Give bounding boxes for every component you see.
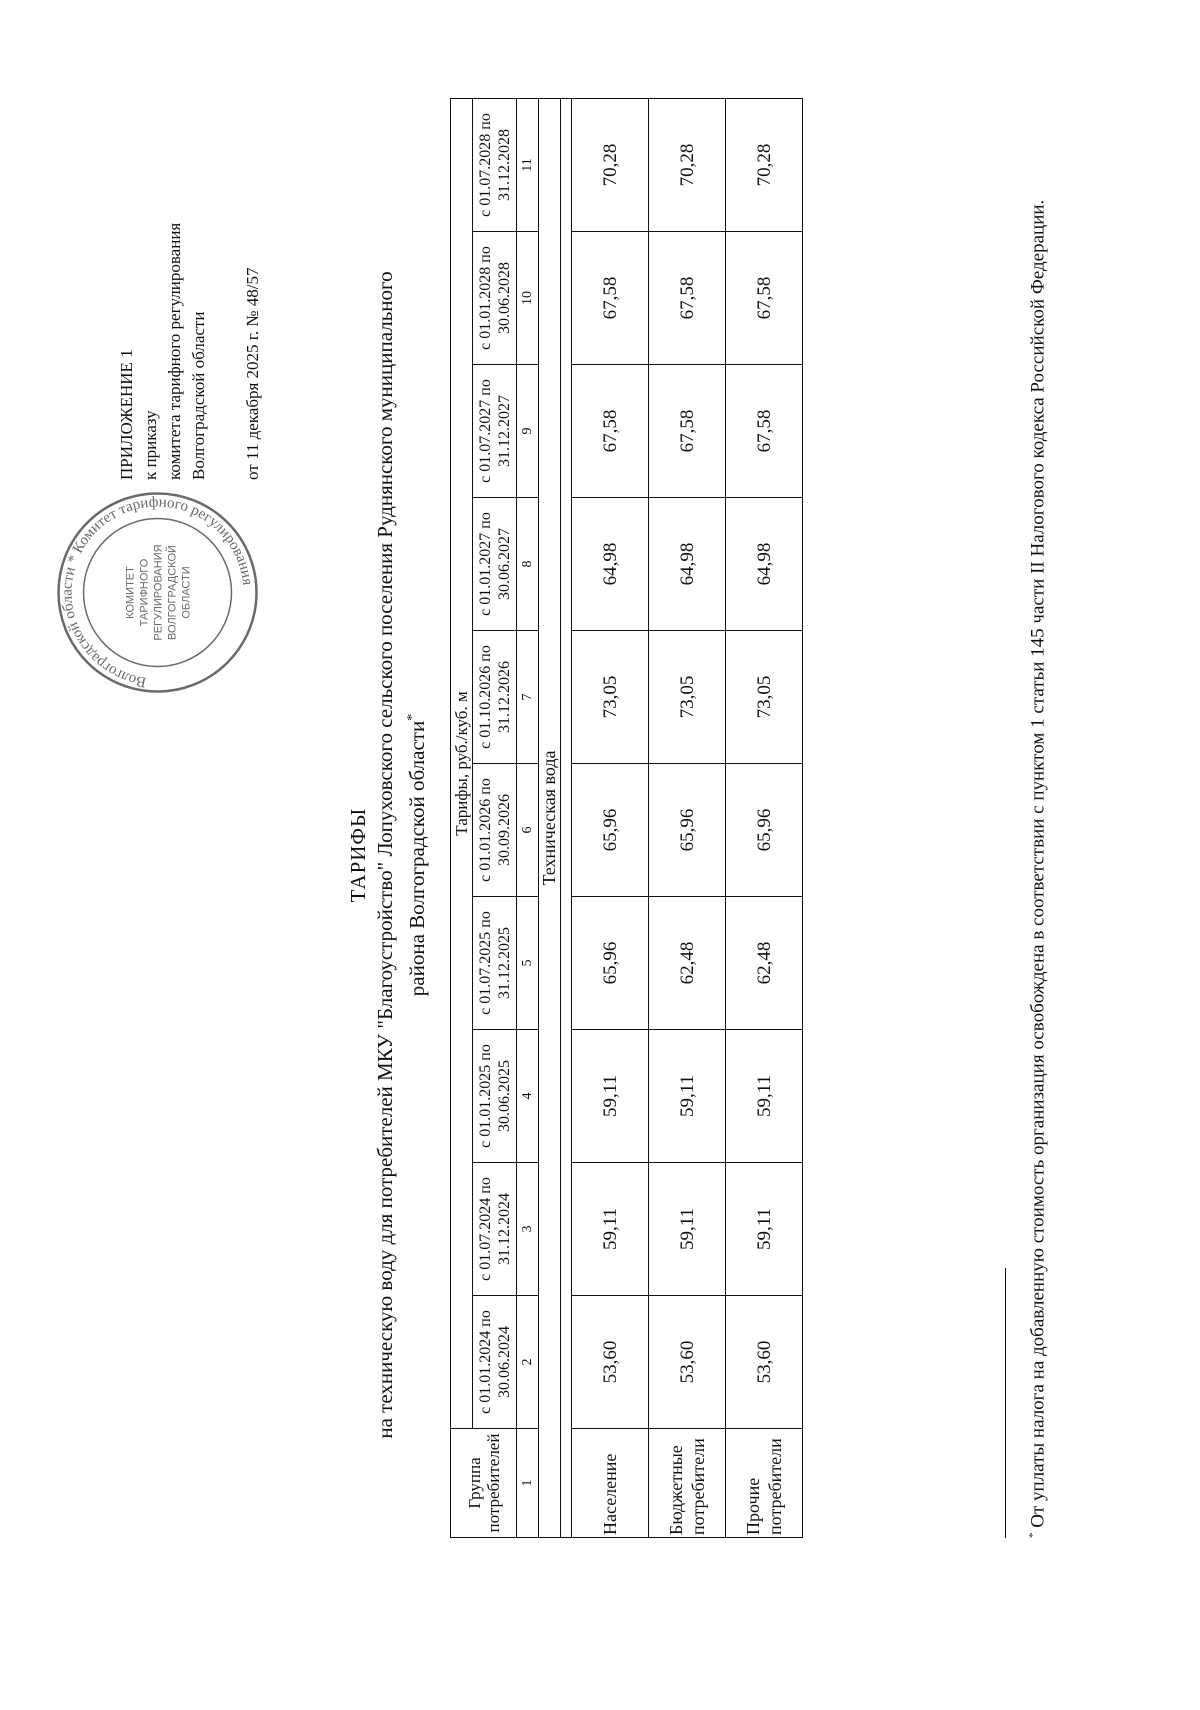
title-subtitle-line1: на техническую воду для потребителей МКУ "Благоустройство" Лопуховского сельского поселения Руднянского муниципального bbox=[373, 271, 397, 1439]
section-spacer bbox=[561, 99, 572, 1538]
header-period-2: с 01.01.2024 по 30.06.2024 bbox=[473, 1296, 517, 1429]
column-number-3: 3 bbox=[517, 1163, 539, 1296]
table-row bbox=[726, 99, 803, 1538]
header-period-9: с 01.07.2027 по 31.12.2027 bbox=[473, 365, 517, 498]
tariff-value: 64,98 bbox=[726, 498, 803, 631]
section-title: Техническая вода bbox=[539, 99, 561, 1538]
appendix-line-order: к приказу bbox=[141, 410, 160, 480]
tariff-value: 67,58 bbox=[572, 232, 649, 365]
tariff-value: 67,58 bbox=[726, 232, 803, 365]
appendix-line-committee: комитета тарифного регулирования bbox=[165, 222, 184, 480]
header-period-11: с 01.07.2028 по 31.12.2028 bbox=[473, 99, 517, 232]
header-period-10: с 01.01.2028 по 30.06.2028 bbox=[473, 232, 517, 365]
column-number-2: 2 bbox=[517, 1296, 539, 1429]
footnote-text: От уплаты налога на добавленную стоимость организация освобождена в соответствии с пунктом 1 статьи 145 части II Налогового кодекса Российской Федерации. bbox=[1027, 199, 1049, 1528]
tariff-value: 59,11 bbox=[726, 1163, 803, 1296]
official-seal bbox=[55, 490, 260, 695]
tariff-value: 59,11 bbox=[649, 1030, 726, 1163]
column-number-8: 8 bbox=[517, 498, 539, 631]
tariff-value: 59,11 bbox=[572, 1030, 649, 1163]
header-tariffs: Тарифы, руб./куб. м bbox=[451, 99, 473, 1429]
tariff-value: 65,96 bbox=[572, 764, 649, 897]
header-period-4: с 01.01.2025 по 30.06.2025 bbox=[473, 1030, 517, 1163]
column-number-9: 9 bbox=[517, 365, 539, 498]
header-period-5: с 01.07.2025 по 31.12.2025 bbox=[473, 897, 517, 1030]
seal-center-line: ВОЛГОГРАДСКОЙ bbox=[166, 545, 179, 640]
consumer-group-name: Прочие потребители bbox=[726, 1429, 803, 1538]
column-number-7: 7 bbox=[517, 631, 539, 764]
tariff-value: 64,98 bbox=[572, 498, 649, 631]
consumer-group-name: Население bbox=[572, 1429, 649, 1538]
header-consumer-group: Группа потребителей bbox=[451, 1429, 517, 1538]
footnote-mark: * bbox=[1027, 1532, 1039, 1538]
tariff-value: 53,60 bbox=[726, 1296, 803, 1429]
table-row bbox=[572, 99, 649, 1538]
seal-center-line: ТАРИФНОГО bbox=[138, 558, 151, 627]
column-number-4: 4 bbox=[517, 1030, 539, 1163]
tariff-value: 70,28 bbox=[572, 99, 649, 232]
tariff-value: 65,96 bbox=[649, 764, 726, 897]
tariff-value: 67,58 bbox=[649, 365, 726, 498]
footnote bbox=[1020, 178, 1051, 1538]
column-number-10: 10 bbox=[517, 232, 539, 365]
tariff-value: 73,05 bbox=[572, 631, 649, 764]
header-period-7: с 01.10.2026 по 31.12.2026 bbox=[473, 631, 517, 764]
tariff-table bbox=[450, 98, 803, 1538]
column-number-6: 6 bbox=[517, 764, 539, 897]
column-number-1: 1 bbox=[517, 1429, 539, 1538]
column-number-5: 5 bbox=[517, 897, 539, 1030]
appendix-title: ПРИЛОЖЕНИЕ 1 bbox=[117, 349, 136, 480]
tariff-value: 65,96 bbox=[726, 764, 803, 897]
appendix-line-region: Волгоградской области bbox=[189, 311, 208, 480]
tariff-value: 59,11 bbox=[726, 1030, 803, 1163]
header-period-3: с 01.07.2024 по 31.12.2024 bbox=[473, 1163, 517, 1296]
consumer-group-name: Бюджетные потребители bbox=[649, 1429, 726, 1538]
title-subtitle-line2: района Волгоградской области* bbox=[405, 713, 429, 997]
header-period-6: с 01.01.2026 по 30.09.2026 bbox=[473, 764, 517, 897]
title-footnote-mark: * bbox=[405, 713, 420, 721]
tariff-value: 65,96 bbox=[572, 897, 649, 1030]
column-number-11: 11 bbox=[517, 99, 539, 232]
tariff-value: 53,60 bbox=[572, 1296, 649, 1429]
seal-center-line: ОБЛАСТИ bbox=[180, 566, 193, 619]
seal-center-line: КОМИТЕТ bbox=[124, 566, 137, 619]
tariff-value: 59,11 bbox=[649, 1163, 726, 1296]
tariff-value: 67,58 bbox=[649, 232, 726, 365]
tariff-value: 53,60 bbox=[649, 1296, 726, 1429]
tariff-value: 67,58 bbox=[572, 365, 649, 498]
tariff-value: 70,28 bbox=[649, 99, 726, 232]
tariff-value: 62,48 bbox=[726, 897, 803, 1030]
tariff-value: 64,98 bbox=[649, 498, 726, 631]
tariff-value: 67,58 bbox=[726, 365, 803, 498]
tariff-value: 70,28 bbox=[726, 99, 803, 232]
tariff-value: 59,11 bbox=[572, 1163, 649, 1296]
table-row bbox=[649, 99, 726, 1538]
tariff-value: 62,48 bbox=[649, 897, 726, 1030]
seal-ring-text: Волгоградской области * Комитет тарифного регулирования bbox=[59, 494, 256, 690]
title-heading: ТАРИФЫ bbox=[346, 807, 370, 903]
seal-center-line: РЕГУЛИРОВАНИЯ bbox=[152, 544, 165, 641]
document-title bbox=[345, 0, 431, 1710]
tariff-value: 73,05 bbox=[649, 631, 726, 764]
tariff-value: 73,05 bbox=[726, 631, 803, 764]
appendix-block bbox=[115, 223, 265, 480]
appendix-date: от 11 декабря 2025 г. № 48/57 bbox=[243, 267, 262, 480]
footnote-divider bbox=[1005, 1268, 1006, 1538]
header-period-8: с 01.01.2027 по 30.06.2027 bbox=[473, 498, 517, 631]
